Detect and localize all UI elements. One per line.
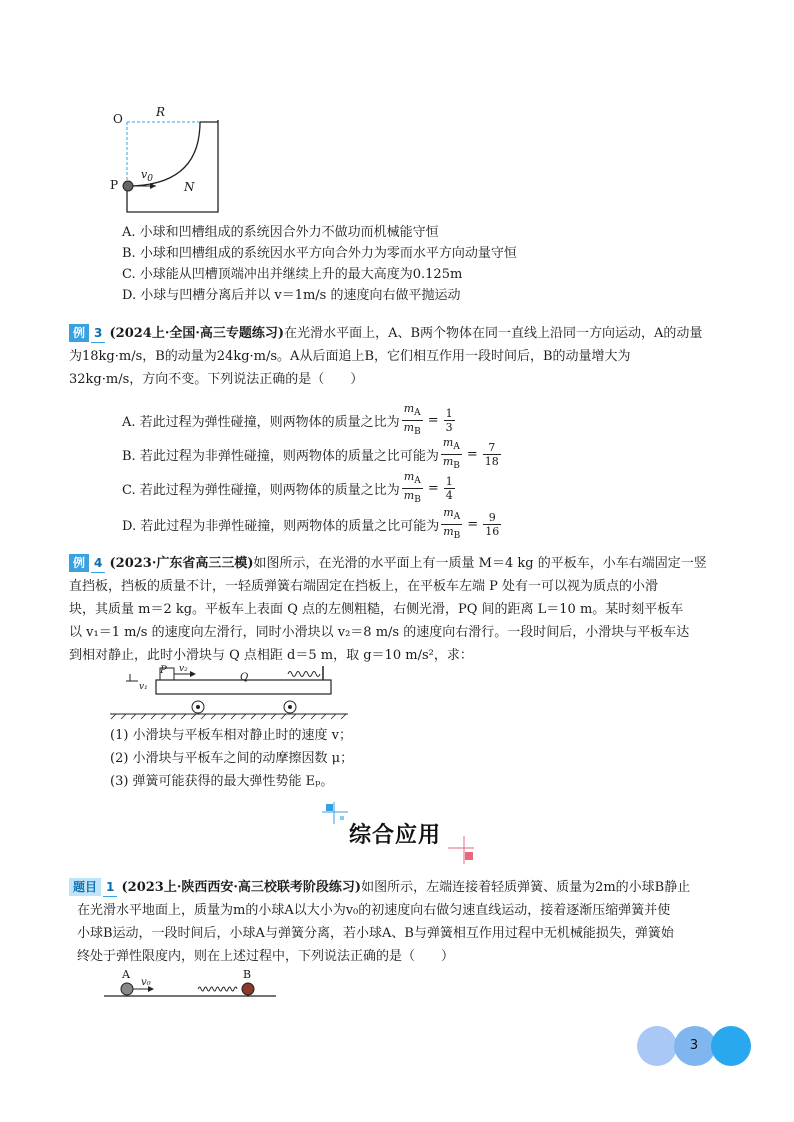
ex4-question-2: (2) 小滑块与平板车之间的动摩擦因数 μ；	[110, 751, 354, 766]
label-N: N	[184, 180, 195, 194]
label-v0: $v_0$	[141, 168, 153, 184]
page-circle-light	[637, 1026, 677, 1066]
question-text: 32kg·m/s，方向不变。下列说法正确的是（ ）	[69, 372, 364, 387]
ex3-option-c[interactable]: C. 若此过程为弹性碰撞，则两物体的质量之比为 $\frac{m_A}{m_B}$ = $\frac{1}{4}$	[122, 470, 453, 505]
q2-option-b[interactable]: B. 小球和凹槽组成的系统因水平方向合外力为零而水平方向动量守恒	[122, 246, 517, 261]
question-text: 如图所示，左端连接着轻质弹簧、质量为2m的小球B静止	[361, 880, 691, 895]
page-number: 3	[689, 1038, 699, 1053]
question-text: 在光滑水平地面上，质量为m的小球A以大小为v₀的初速度向右做匀速直线运动，接着逐渐压缩弹簧并使	[77, 903, 671, 918]
topic-number: 1	[103, 879, 117, 897]
label-R: R	[156, 105, 166, 119]
example-3	[69, 322, 729, 391]
example-tag: 例	[69, 324, 89, 342]
label-P: P	[110, 178, 119, 192]
question-text: 块，其质量 m＝2 kg。平板车上表面 Q 点的左侧粗糙，右侧光滑，PQ 间的距离 L＝10 m。某时刻平板车	[69, 602, 684, 617]
label-O: O	[113, 112, 123, 126]
label-Q: Q	[240, 672, 249, 683]
label-A: A	[122, 968, 130, 981]
ex3-option-a[interactable]: A. 若此过程为弹性碰撞，则两物体的质量之比为 $\frac{m_A}{m_B}$ = $\frac{1}{3}$	[122, 402, 453, 437]
question-source: (2023·广东省高三三模)	[109, 556, 254, 571]
topic-tag: 题目	[69, 878, 101, 896]
ex4-question-1: (1) 小滑块与平板车相对静止时的速度 v；	[110, 728, 353, 743]
ex3-option-d[interactable]: D. 若此过程为非弹性碰撞，则两物体的质量之比可能为 $\frac{m_A}{m_B}$ = $\frac{9}{16}$	[122, 506, 500, 541]
label-B: B	[243, 968, 252, 981]
question-text: 为18kg·m/s，B的动量为24kg·m/s。A从后面追上B，它们相互作用一段时间后，B的动量增大为	[69, 349, 631, 364]
question-text: 在光滑水平面上，A、B两个物体在同一直线上沿同一方向运动，A的动量	[284, 326, 703, 341]
example-4	[69, 552, 739, 667]
label-v1: v₁	[139, 682, 148, 692]
ex3-option-b[interactable]: B. 若此过程为非弹性碰撞，则两物体的质量之比可能为 $\frac{m_A}{m_B}$ = $\frac{7}{18}$	[122, 436, 499, 471]
question-text: 到相对静止，此时小滑块与 Q 点相距 d＝5 m，取 g＝10 m/s²，求：	[69, 648, 473, 663]
label-v2: v₂	[179, 664, 188, 674]
q2-option-c[interactable]: C. 小球能从凹槽顶端冲出并继续上升的最大高度为0.125m	[122, 267, 463, 282]
page-circle-dark	[711, 1026, 751, 1066]
example-tag: 例	[69, 554, 89, 572]
ex4-question-3: (3) 弹簧可能获得的最大弹性势能 Eₚ。	[110, 774, 334, 789]
label-P: P	[160, 665, 167, 676]
topic-1	[69, 876, 739, 968]
question-text: 终处于弹性限度内，则在上述过程中，下列说法正确的是（ ）	[77, 949, 455, 964]
q2-option-a[interactable]: A. 小球和凹槽组成的系统因合外力不做功而机械能守恒	[122, 225, 439, 240]
q2-option-d[interactable]: D. 小球与凹槽分离后并以 v＝1m/s 的速度向右做平抛运动	[122, 288, 461, 303]
question-source: (2023上·陕西西安·高三校联考阶段练习)	[121, 880, 362, 895]
cart-figure	[108, 666, 353, 720]
label-v0: v₀	[141, 977, 151, 988]
section-title: 综合应用	[349, 823, 442, 848]
example-number: 3	[91, 325, 105, 343]
question-text: 小球B运动，一段时间后，小球A与弹簧分离，若小球A、B与弹簧相互作用过程中无机械能损失，弹簧始	[77, 926, 674, 941]
example-number: 4	[91, 555, 105, 573]
question-source: (2024上·全国·高三专题练习)	[109, 326, 285, 341]
question-text: 以 v₁＝1 m/s 的速度向左滑行，同时小滑块以 v₂＝8 m/s 的速度向右滑行。一段时间后，小滑块与平板车达	[69, 625, 690, 640]
question-text: 如图所示，在光滑的水平面上有一质量 M＝4 kg 的平板车，小车右端固定一竖	[253, 556, 707, 571]
question-text: 直挡板，挡板的质量不计，一轻质弹簧右端固定在挡板上，在平板车左端 P 处有一可以视为质点的小滑	[69, 579, 659, 594]
